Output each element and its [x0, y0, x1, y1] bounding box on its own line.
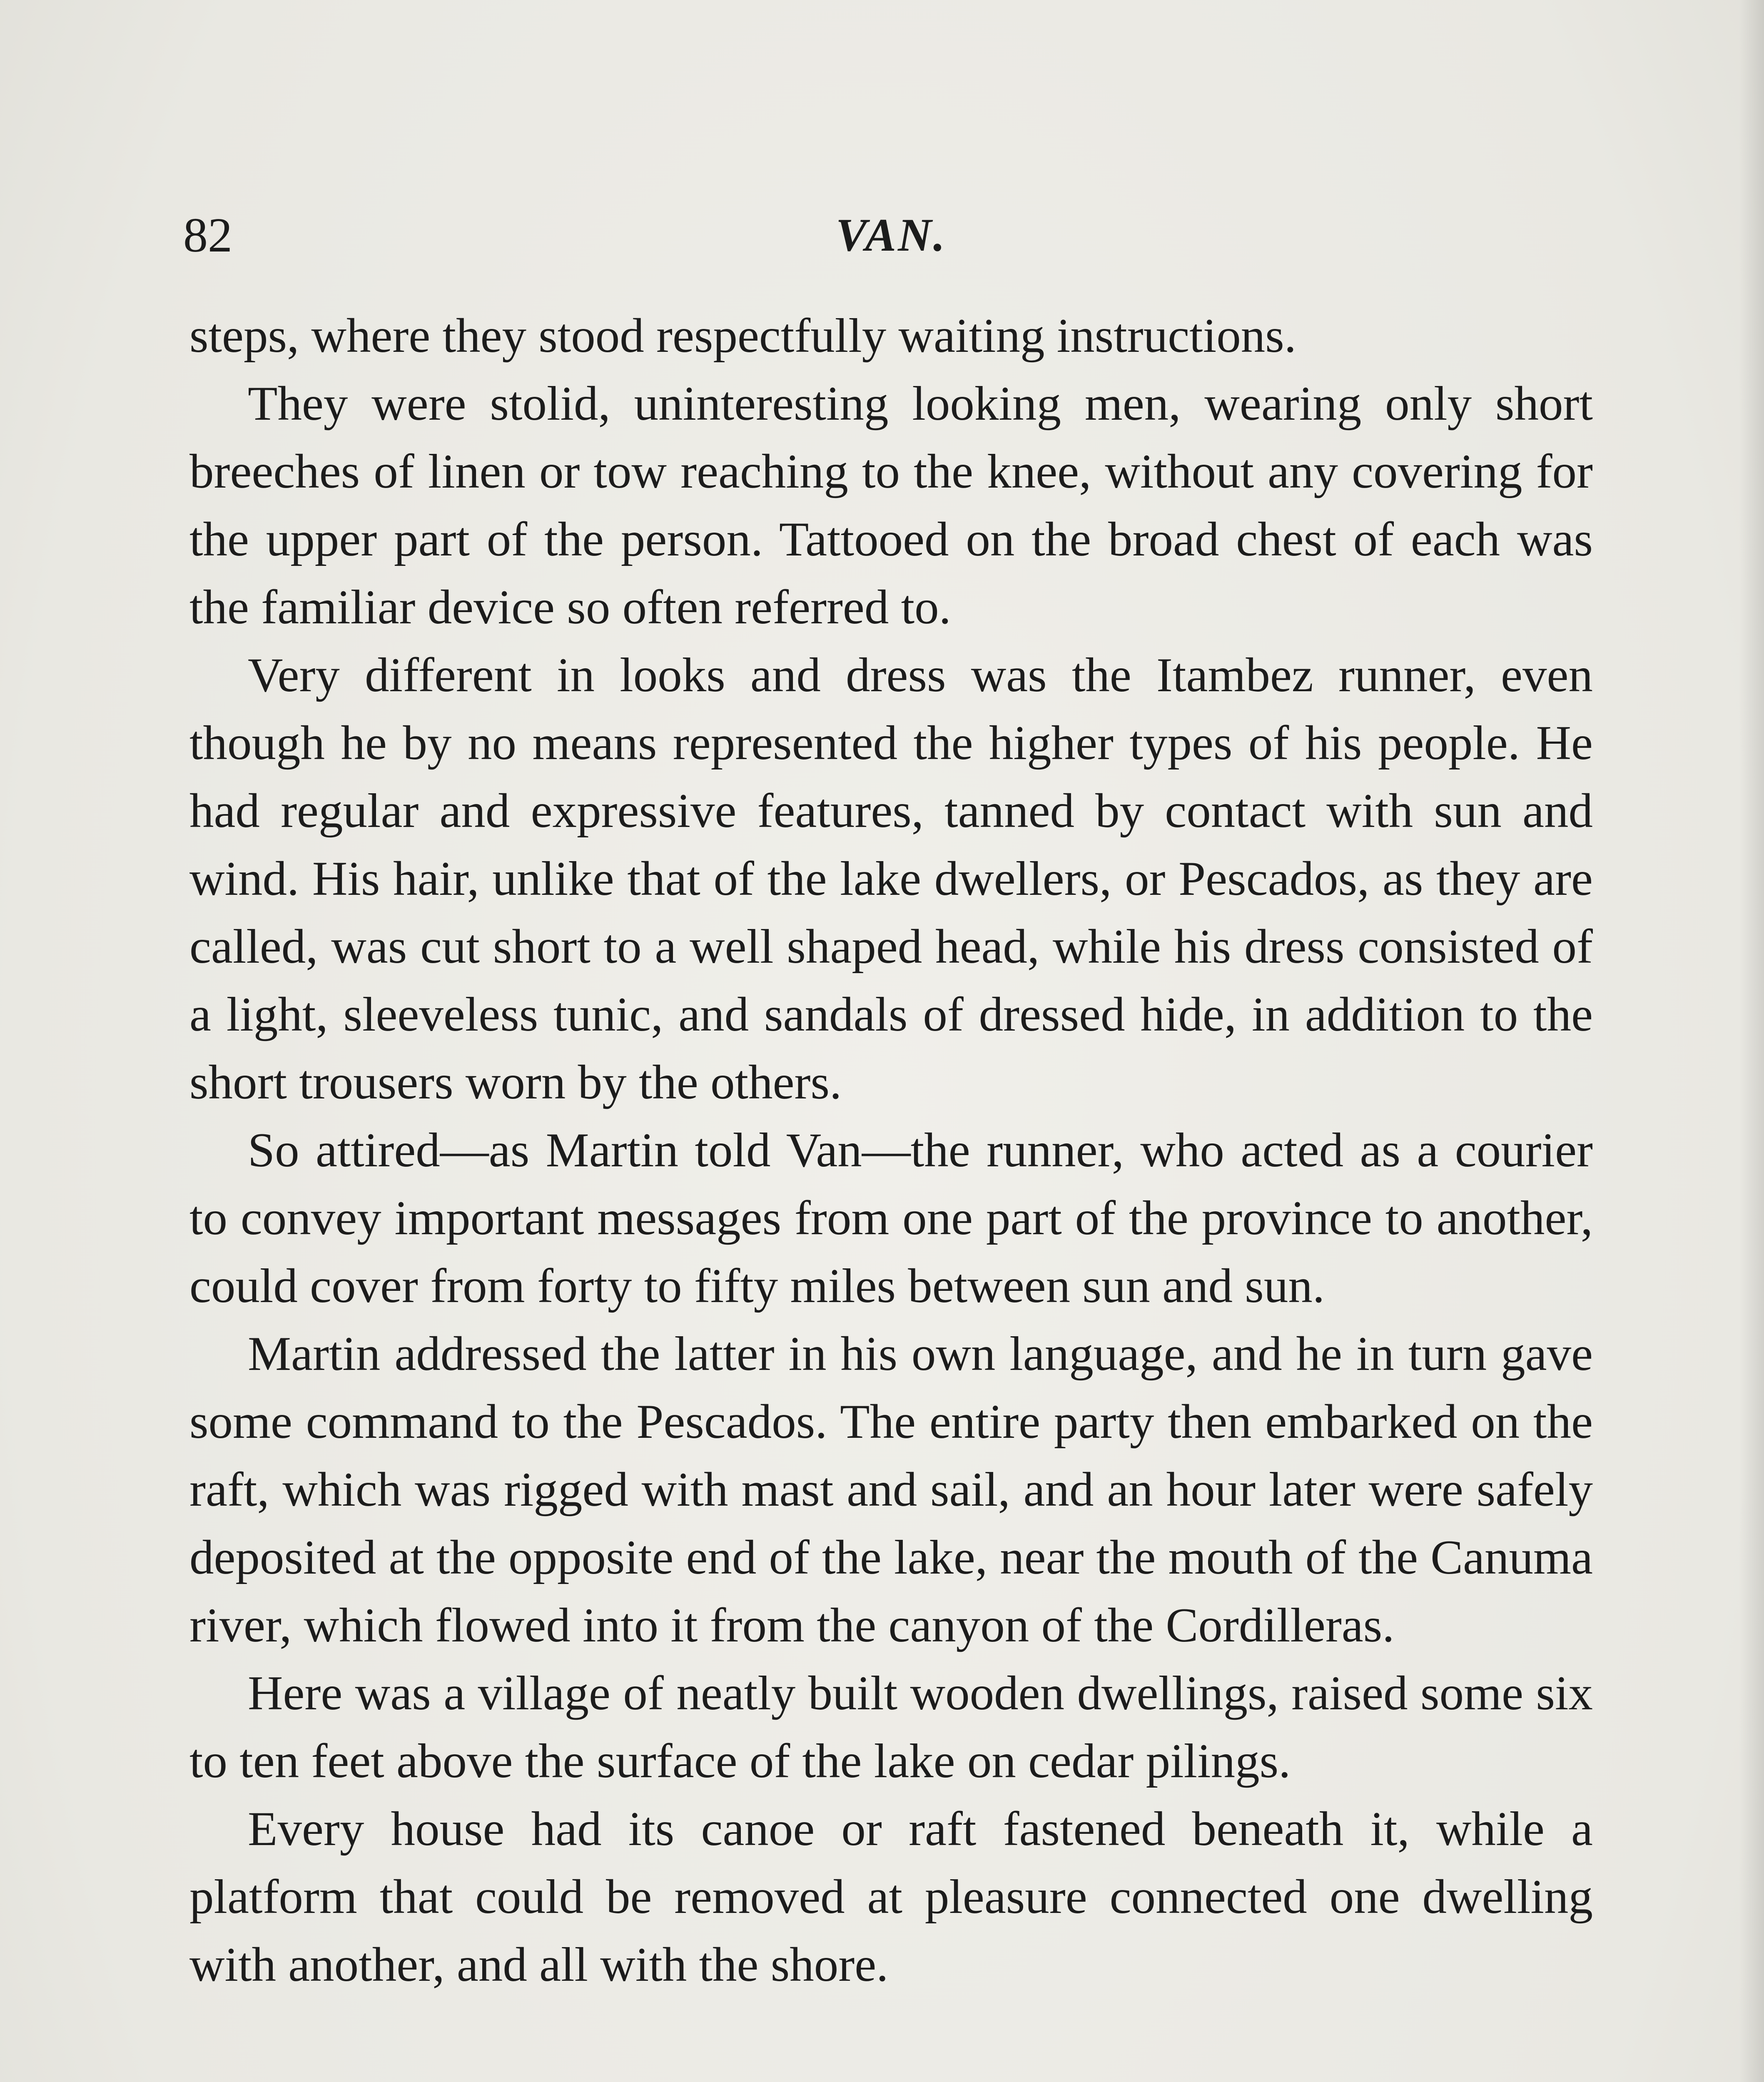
paragraph: steps, where they stood respectfully waiting instructions. [189, 309, 1296, 363]
paragraph: So attired—as Martin told Van—the runner, who acted as a courier to convey important messages from one part of the province to another, could cover from forty to fifty miles between sun and sun. [189, 1123, 1593, 1313]
running-head: VAN. [836, 209, 947, 261]
page-number: 82 [183, 208, 232, 262]
paragraph: Every house had its canoe or raft fastened beneath it, while a platform that could be removed at pleasure connected one dwelling with another, and all with the shore. [189, 1802, 1593, 1992]
page-edge-shadow [1739, 0, 1764, 2082]
paragraph: Very different in looks and dress was the Itambez runner, even though he by no means represented the higher types of his people. He had regular and expressive features, tanned by contact with sun and wind. His hair, unlike that of the lake dwellers, or Pescados, as they are called, was cut short to a well shaped head, while his dress consisted of a light, sleeveless tunic, and sandals of dressed hide, in addition to the short trousers worn by the others. [189, 648, 1593, 1109]
paragraph: They were stolid, uninteresting looking men, wearing only short breeches of linen or tow reaching to the knee, without any covering for the upper part of the person. Tattooed on the broad chest of each was the familiar device so often referred to. [189, 377, 1593, 634]
paragraph: Martin addressed the latter in his own language, and he in turn gave some command to the Pescados. The entire party then embarked on the raft, which was rigged with mast and sail, and an hour later were safely deposited at the opposite end of the lake, near the mouth of the Canuma river, which flowed into it from the canyon of the Cordilleras. [189, 1327, 1593, 1652]
body-text [189, 302, 1593, 1999]
page-header [183, 204, 1599, 266]
paragraph: Here was a village of neatly built wooden dwellings, raised some six to ten feet above the surface of the lake on cedar pilings. [189, 1666, 1593, 1788]
